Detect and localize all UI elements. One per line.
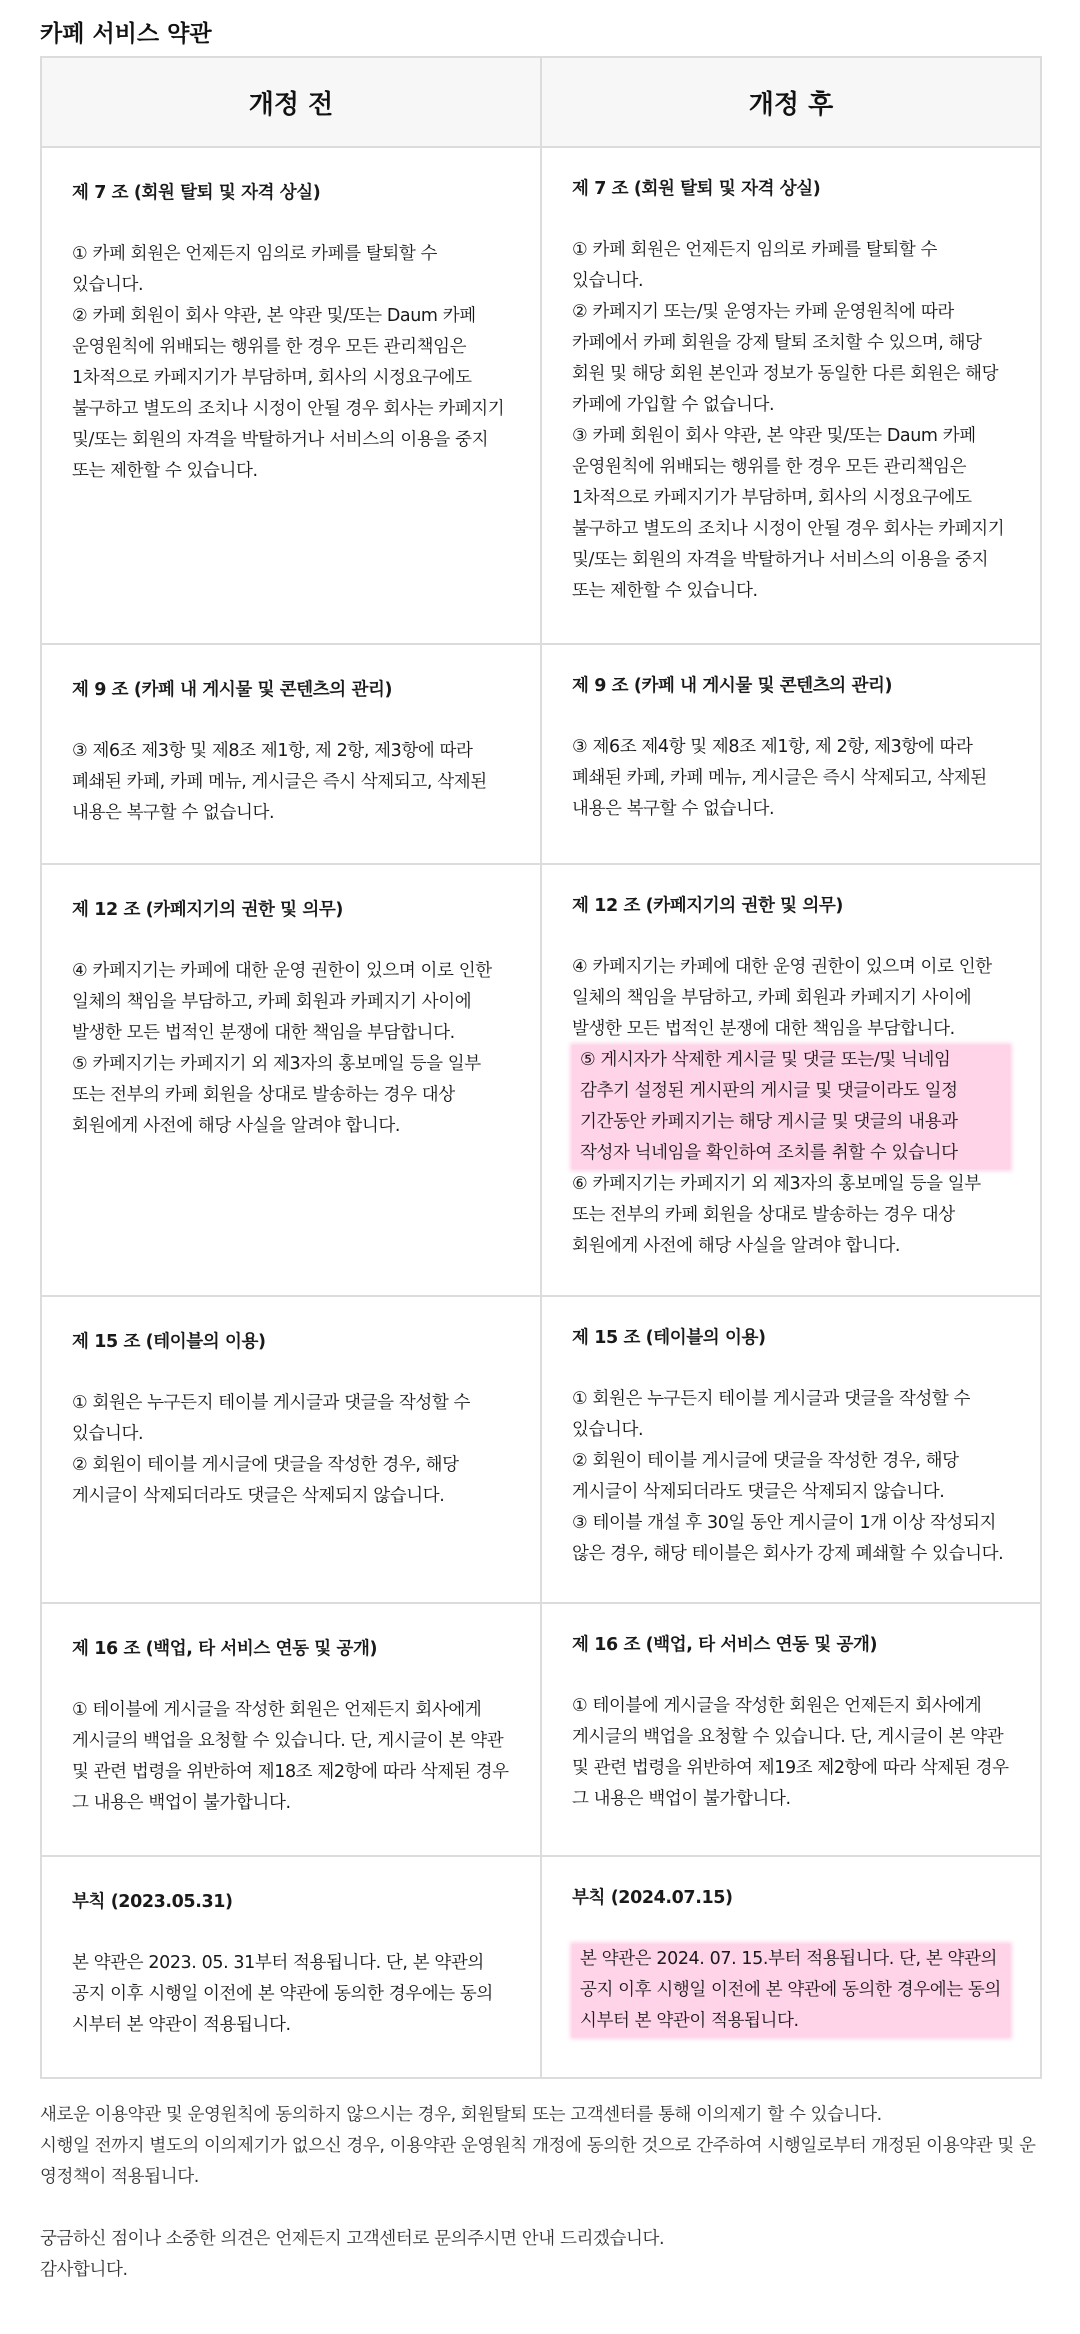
footer-line: 궁금하신 점이나 소중한 의견은 언제든지 고객센터로 문의주시면 안내 드리겠습니다.	[40, 2229, 665, 2249]
clause-title: 제 9 조 (카페 내 게시물 및 콘텐츠의 관리)	[572, 676, 893, 696]
clause-title: 부칙 (2024.07.15)	[572, 1888, 733, 1908]
clause-block	[542, 865, 1040, 1292]
clause-paragraph: ④ 카페지기는 카페에 대한 운영 권한이 있으며 이로 인한 일체의 책임을 부담하고, 카페 회원과 카페지기 사이에 발생한 모든 법적인 분쟁에 대한 책임을 부담합니다.	[572, 957, 992, 1039]
table-row	[41, 147, 1041, 644]
footer-notice	[40, 2100, 1050, 2286]
clause-paragraph: ① 회원은 누구든지 테이블 게시글과 댓글을 작성할 수 있습니다.	[72, 1393, 471, 1444]
clause-title: 제 9 조 (카페 내 게시물 및 콘텐츠의 관리)	[72, 680, 393, 700]
clause-paragraph: ⑥ 카페지기는 카페지기 외 제3자의 홍보메일 등을 일부 또는 전부의 카페 회원을 상대로 발송하는 경우 대상 회원에게 사전에 해당 사실을 알려야 합니다.	[572, 1174, 981, 1256]
clause-title: 제 15 조 (테이블의 이용)	[72, 1332, 266, 1352]
clause-paragraph: ② 카페 회원이 회사 약관, 본 약관 및/또는 Daum 카페 운영원칙에 위배되는 행위를 한 경우 모든 관리책임은 1차적으로 카페지기가 부담하며, 회사의 시정요구에도 불구하고 별도의 조치나 시정이 안될 경우 회사는 카페지기 및/또는 회원의 자격을 박탈하거나 서비스의 이용을 중지 또는 제한할 수 있습니다.	[72, 306, 505, 481]
table-row	[41, 1856, 1041, 2078]
clause-paragraph: ③ 제6조 제3항 및 제8조 제1항, 제 2항, 제3항에 따라 폐쇄된 카페, 카페 메뉴, 게시글은 즉시 삭제되고, 삭제된 내용은 복구할 수 없습니다.	[72, 741, 487, 823]
table-row	[41, 644, 1041, 864]
clause-paragraph-highlighted: ⑤ 게시자가 삭제한 게시글 및 댓글 또는/및 닉네임 감추기 설정된 게시판의 게시글 및 댓글이라도 일정 기간동안 카페지기는 해당 게시글 및 댓글의 내용과 작성자 닉네임을 확인하여 조치를 취할 수 있습니다	[572, 1045, 1010, 1169]
cell-after	[541, 147, 1041, 644]
footer-line: 시행일 전까지 별도의 이의제기가 없으신 경우, 이용약관 운영원칙 개정에 동의한 것으로 간주하여 시행일로부터 개정된 이용약관 및 운영정책이 적용됩니다.	[40, 2136, 1036, 2187]
clause-title: 제 16 조 (백업, 타 서비스 연동 및 공개)	[72, 1639, 378, 1659]
table-row	[41, 1296, 1041, 1603]
clause-paragraph: 본 약관은 2023. 05. 31부터 적용됩니다. 단, 본 약관의 공지 이후 시행일 이전에 본 약관에 동의한 경우에는 동의 시부터 본 약관이 적용됩니다.	[72, 1953, 493, 2035]
clause-paragraph: ② 회원이 테이블 게시글에 댓글을 작성한 경우, 해당 게시글이 삭제되더라도 댓글은 삭제되지 않습니다.	[72, 1455, 459, 1506]
table-row	[41, 864, 1041, 1296]
cell-after	[541, 1296, 1041, 1603]
clause-paragraph: ③ 카페 회원이 회사 약관, 본 약관 및/또는 Daum 카페 운영원칙에 위배되는 행위를 한 경우 모든 관리책임은 1차적으로 카페지기가 부담하며, 회사의 시정요구에도 불구하고 별도의 조치나 시정이 안될 경우 회사는 카페지기 및/또는 회원의 자격을 박탈하거나 서비스의 이용을 중지 또는 제한할 수 있습니다.	[572, 426, 1005, 601]
clause-block	[542, 1297, 1040, 1600]
clause-paragraph: ④ 카페지기는 카페에 대한 운영 권한이 있으며 이로 인한 일체의 책임을 부담하고, 카페 회원과 카페지기 사이에 발생한 모든 법적인 분쟁에 대한 책임을 부담합니다.	[72, 961, 492, 1043]
table-header-row	[41, 57, 1041, 147]
footer-line: 새로운 이용약관 및 운영원칙에 동의하지 않으시는 경우, 회원탈퇴 또는 고객센터를 통해 이의제기 할 수 있습니다.	[40, 2105, 882, 2125]
clause-block	[42, 645, 540, 859]
cell-before	[41, 1856, 541, 2078]
table-row	[41, 1603, 1041, 1856]
clause-block	[42, 865, 540, 1172]
cell-before	[41, 147, 541, 644]
clause-title: 제 12 조 (카페지기의 권한 및 의무)	[72, 900, 343, 920]
column-header-after: 개정 후	[541, 57, 1041, 147]
clause-block	[542, 148, 1040, 637]
clause-title: 제 7 조 (회원 탈퇴 및 자격 상실)	[572, 179, 821, 199]
clause-title: 제 12 조 (카페지기의 권한 및 의무)	[572, 896, 843, 916]
clause-block	[42, 1857, 540, 2071]
clause-title: 제 16 조 (백업, 타 서비스 연동 및 공개)	[572, 1635, 878, 1655]
cell-before	[41, 864, 541, 1296]
clause-title: 제 15 조 (테이블의 이용)	[572, 1328, 766, 1348]
clause-block	[542, 1857, 1040, 2067]
cell-before	[41, 1603, 541, 1856]
clause-paragraph: ① 카페 회원은 언제든지 임의로 카페를 탈퇴할 수 있습니다.	[572, 240, 938, 291]
clause-block	[542, 1604, 1040, 1845]
clause-paragraph: ③ 제6조 제4항 및 제8조 제1항, 제 2항, 제3항에 따라 폐쇄된 카페, 카페 메뉴, 게시글은 즉시 삭제되고, 삭제된 내용은 복구할 수 없습니다.	[572, 737, 987, 819]
clause-paragraph: ① 테이블에 게시글을 작성한 회원은 언제든지 회사에게 게시글의 백업을 요청할 수 있습니다. 단, 게시글이 본 약관 및 관련 법령을 위반하여 제18조 제2항에 따라 삭제된 경우 그 내용은 백업이 불가합니다.	[72, 1700, 509, 1813]
column-header-before: 개정 전	[41, 57, 541, 147]
clause-block	[42, 148, 540, 517]
cell-after	[541, 1603, 1041, 1856]
clause-paragraph: ② 카페지기 또는/및 운영자는 카페 운영원칙에 따라 카페에서 카페 회원을 강제 탈퇴 조치할 수 있으며, 해당 회원 및 해당 회원 본인과 정보가 동일한 다른 회원은 해당 카페에 가입할 수 없습니다.	[572, 302, 999, 415]
clause-block	[542, 645, 1040, 855]
clause-paragraph: ③ 테이블 개설 후 30일 동안 게시글이 1개 이상 작성되지 않은 경우, 해당 테이블은 회사가 강제 폐쇄할 수 있습니다.	[572, 1513, 1004, 1564]
clause-block	[42, 1604, 540, 1849]
terms-comparison-table	[40, 56, 1042, 2079]
clause-title: 제 7 조 (회원 탈퇴 및 자격 상실)	[72, 183, 321, 203]
footer-line: 감사합니다.	[40, 2260, 128, 2280]
clause-title: 부칙 (2023.05.31)	[72, 1892, 233, 1912]
clause-paragraph: ① 회원은 누구든지 테이블 게시글과 댓글을 작성할 수 있습니다.	[572, 1389, 971, 1440]
cell-before	[41, 1296, 541, 1603]
clause-paragraph: ② 회원이 테이블 게시글에 댓글을 작성한 경우, 해당 게시글이 삭제되더라도 댓글은 삭제되지 않습니다.	[572, 1451, 959, 1502]
clause-paragraph: ① 카페 회원은 언제든지 임의로 카페를 탈퇴할 수 있습니다.	[72, 244, 438, 295]
clause-paragraph: ⑤ 카페지기는 카페지기 외 제3자의 홍보메일 등을 일부 또는 전부의 카페 회원을 상대로 발송하는 경우 대상 회원에게 사전에 해당 사실을 알려야 합니다.	[72, 1054, 481, 1136]
cell-after	[541, 644, 1041, 864]
clause-paragraph-highlighted: 본 약관은 2024. 07. 15.부터 적용됩니다. 단, 본 약관의 공지 이후 시행일 이전에 본 약관에 동의한 경우에는 동의 시부터 본 약관이 적용됩니다.	[572, 1944, 1010, 2037]
clause-paragraph: ① 테이블에 게시글을 작성한 회원은 언제든지 회사에게 게시글의 백업을 요청할 수 있습니다. 단, 게시글이 본 약관 및 관련 법령을 위반하여 제19조 제2항에 따라 삭제된 경우 그 내용은 백업이 불가합니다.	[572, 1696, 1009, 1809]
page-title: 카페 서비스 약관	[40, 21, 212, 47]
cell-after	[541, 864, 1041, 1296]
cell-after	[541, 1856, 1041, 2078]
clause-block	[42, 1297, 540, 1542]
cell-before	[41, 644, 541, 864]
